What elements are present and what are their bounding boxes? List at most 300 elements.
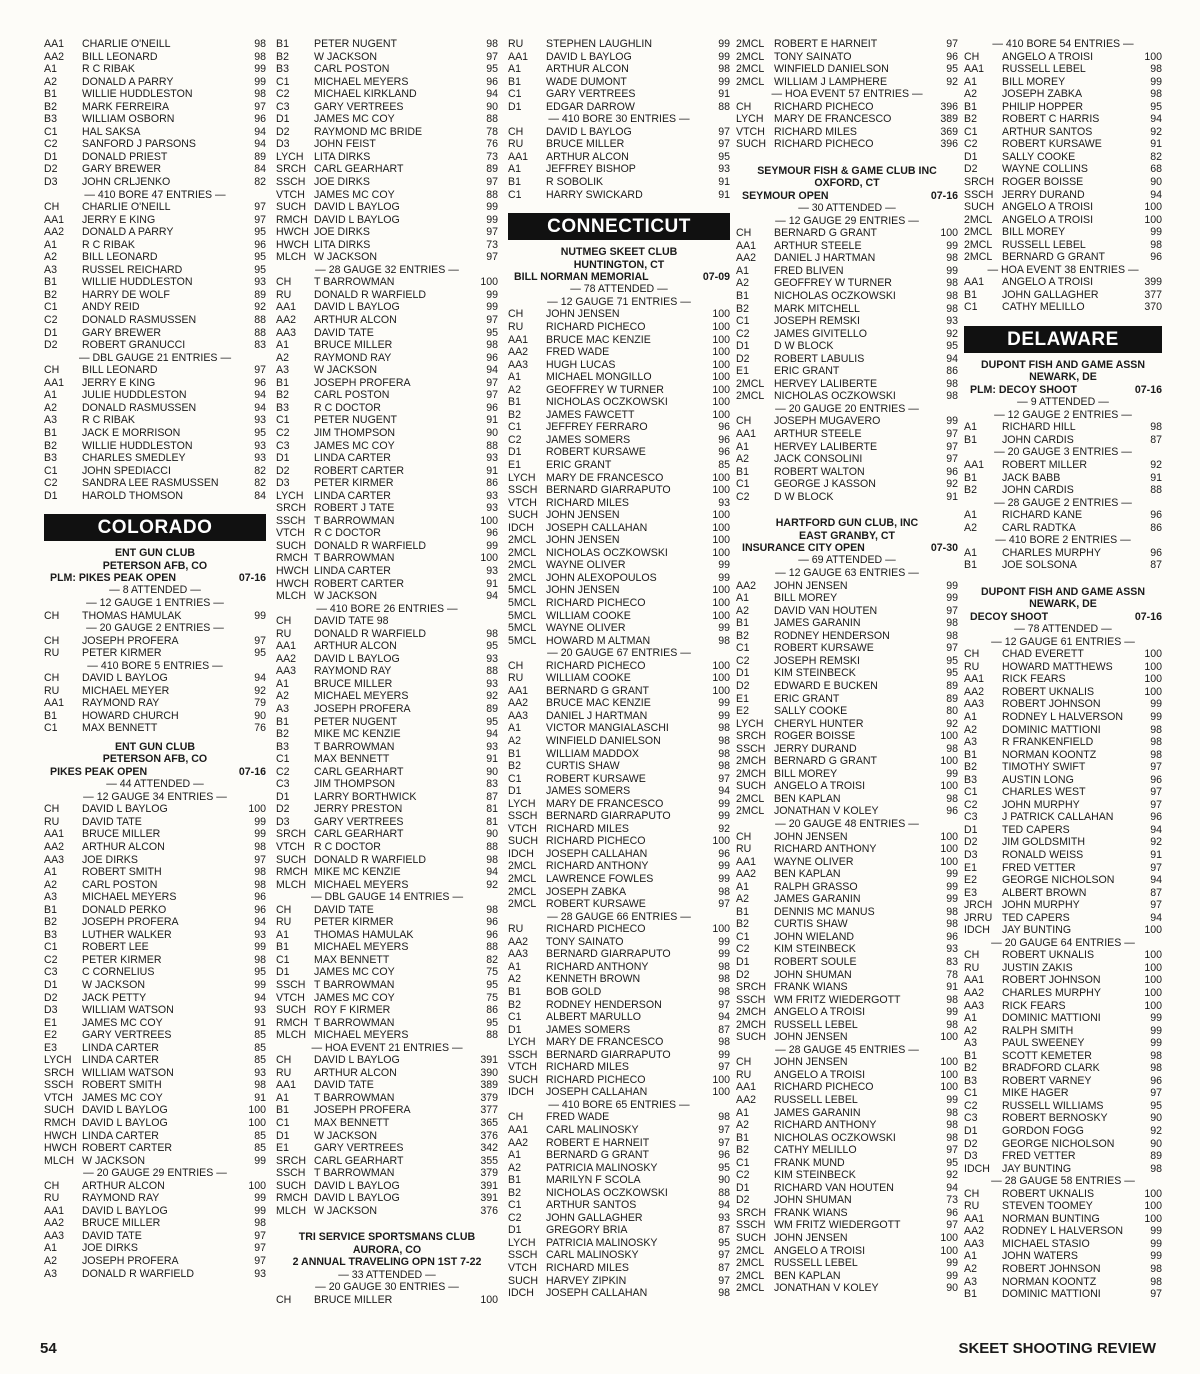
shooter-name: CARL RADTKA <box>1002 521 1076 534</box>
shooter-class: AA1 <box>964 1212 985 1225</box>
shooter-score: 370 <box>1144 301 1162 314</box>
shooter-class: A3 <box>964 1275 977 1288</box>
shoot-name: PLM: PIKES PEAK OPEN <box>50 572 176 585</box>
shooter-name: BEN KAPLAN <box>774 792 841 805</box>
separator-text: 12 GAUGE 1 ENTRIES <box>99 597 211 609</box>
shooter-score: 83 <box>946 955 958 968</box>
result-row <box>508 1124 730 1137</box>
shooter-class: AA3 <box>964 999 985 1012</box>
shooter-name: R SOBOLIK <box>546 176 604 189</box>
shooter-score: 97 <box>946 604 958 617</box>
shooter-name: JOHN JENSEN <box>774 1031 848 1044</box>
result-row <box>736 868 958 881</box>
result-row <box>508 176 730 189</box>
shooter-score: 100 <box>1144 201 1162 214</box>
result-row <box>44 879 266 892</box>
shooter-class: RMCH <box>276 866 308 879</box>
separator-text: 28 GAUGE 58 ENTRIES <box>1004 1175 1122 1188</box>
result-row <box>508 873 730 886</box>
result-row <box>508 497 730 510</box>
shooter-class: SRCH <box>736 1206 767 1219</box>
shooter-class: VTCH <box>508 822 537 835</box>
shooter-score: 93 <box>718 163 730 176</box>
shooter-score: 99 <box>486 288 498 301</box>
shooter-score: 100 <box>940 855 958 868</box>
shooter-score: 100 <box>940 755 958 768</box>
result-row <box>276 301 498 314</box>
separator-text: 410 BORE 54 ENTRIES <box>1005 38 1121 50</box>
shooter-score: 93 <box>254 928 266 941</box>
shooter-score: 89 <box>486 163 498 176</box>
shooter-name: CHERYL HUNTER <box>774 717 864 730</box>
shooter-score: 97 <box>718 138 730 151</box>
event-separator <box>736 88 958 101</box>
shooter-name: MICHAEL MEYERS <box>314 75 409 88</box>
shooter-class: B2 <box>44 439 57 452</box>
separator-dash: — <box>445 263 459 276</box>
shooter-name: WAYNE OLIVER <box>546 622 626 635</box>
shooter-score: 91 <box>1150 848 1162 861</box>
shooter-class: AA3 <box>44 1229 65 1242</box>
separator-text: 410 BORE 47 ENTRIES <box>97 188 213 201</box>
shooter-name: CHAD EVERETT <box>1002 648 1084 661</box>
shooter-name: SANDRA LEE RASMUSSEN <box>82 477 219 490</box>
shooter-score: 97 <box>718 1061 730 1074</box>
shooter-score: 88 <box>486 841 498 853</box>
shooter-class: IDCH <box>508 1287 534 1300</box>
shooter-class: 2MCL <box>964 226 993 239</box>
shooter-class: CH <box>44 634 60 647</box>
shooter-class: A1 <box>44 389 57 402</box>
shoot-title <box>44 572 266 584</box>
shooter-name: JOHN ALEXOPOULOS <box>546 571 657 584</box>
shooter-class: D1 <box>44 489 58 502</box>
shooter-score: 99 <box>718 38 730 50</box>
shooter-score: 97 <box>718 1123 730 1136</box>
shooter-name: WILLIAM OSBORN <box>82 113 175 126</box>
shooter-class: AA2 <box>736 579 757 592</box>
result-row <box>276 126 498 139</box>
shooter-score: 98 <box>946 277 958 290</box>
shooter-name: JOSEPH REMSKI <box>774 315 860 328</box>
shooter-score: 99 <box>486 213 498 226</box>
shooter-class: CH <box>736 227 752 240</box>
shooter-class: E3 <box>44 1041 57 1054</box>
result-row <box>44 51 266 64</box>
shooter-name: WILLIE HUDDLESTON <box>82 439 193 452</box>
shooter-score: 98 <box>946 302 958 315</box>
result-row <box>736 1157 958 1170</box>
shooter-score: 96 <box>254 376 266 389</box>
shooter-class: D1 <box>508 1023 522 1036</box>
shooter-score: 100 <box>712 320 730 333</box>
shooter-score: 96 <box>718 1149 730 1162</box>
shooter-score: 100 <box>712 546 730 559</box>
shooter-name: LITA DIRKS <box>314 238 371 251</box>
result-row <box>964 899 1162 912</box>
shooter-class: A2 <box>736 1119 749 1132</box>
shooter-name: CARL MALINOSKY <box>546 1123 639 1136</box>
shooter-class: LYCH <box>508 1236 536 1249</box>
shooter-class: C2 <box>276 88 290 101</box>
shooter-class: 2MCL <box>736 792 765 805</box>
shooter-class: C3 <box>44 966 58 979</box>
shooter-name: RICHARD MILES <box>774 125 857 138</box>
shooter-class: D3 <box>276 815 290 828</box>
shooter-name: ROBERT KURSAWE <box>1002 138 1102 151</box>
shooter-name: RALPH SMITH <box>1002 1024 1074 1037</box>
shooter-score: 96 <box>1150 509 1162 522</box>
shooter-class: 2MCL <box>508 559 537 572</box>
separator-text: 30 ATTENDED <box>811 202 883 215</box>
shooter-score: 98 <box>1150 736 1162 749</box>
shooter-class: C1 <box>276 414 290 427</box>
shooter-score: 99 <box>718 75 730 88</box>
shooter-name: DAVID L BAYLOG <box>546 50 632 63</box>
separator-text: 410 BORE 5 ENTRIES <box>100 659 210 672</box>
result-row <box>508 1074 730 1087</box>
result-row <box>276 854 498 867</box>
shooter-class: A1 <box>508 163 521 176</box>
shooter-score: 99 <box>718 709 730 722</box>
separator-dash: — <box>677 910 691 923</box>
result-row <box>276 364 498 377</box>
result-row <box>964 811 1162 824</box>
shooter-class: C1 <box>736 315 750 328</box>
shooter-name: PATRICIA MALINOSKY <box>546 1161 658 1174</box>
shooter-class: 2MCL <box>736 38 765 50</box>
result-row <box>44 251 266 264</box>
shooter-class: B1 <box>964 288 977 301</box>
shooter-name: JACK PETTY <box>82 991 147 1004</box>
shooter-score: 96 <box>946 930 958 943</box>
shooter-class: B3 <box>44 113 57 126</box>
shooter-score: 89 <box>946 679 958 692</box>
shooter-class: SSCH <box>736 742 766 755</box>
result-row <box>44 803 266 816</box>
separator-dash: — <box>1118 408 1132 421</box>
event-separator <box>276 1042 498 1055</box>
shooter-name: RICHARD MILES <box>546 1261 629 1274</box>
shooter-name: SCOTT KEMETER <box>1002 1049 1092 1062</box>
shooter-class: A2 <box>508 735 521 748</box>
shooter-class: B1 <box>44 903 57 916</box>
shooter-class: 2MCL <box>736 63 765 76</box>
shooter-class: SUCH <box>276 853 307 866</box>
shooter-class: A1 <box>508 371 521 384</box>
result-row <box>736 1144 958 1157</box>
shooter-score: 86 <box>1150 521 1162 534</box>
shooter-score: 84 <box>254 163 266 176</box>
shooter-name: WILLIAM COOKE <box>546 609 631 622</box>
result-row <box>964 289 1162 302</box>
shooter-name: HAL SAKSA <box>82 125 141 138</box>
shooter-name: JAMES SOMERS <box>546 1023 631 1036</box>
shooter-score: 99 <box>946 1269 958 1282</box>
result-row <box>508 484 730 497</box>
shooter-name: MARY DE FRANCESCO <box>774 113 892 126</box>
result-row <box>508 936 730 949</box>
shooter-name: JAMES MC COY <box>314 188 395 201</box>
shooter-class: SUCH <box>276 201 307 214</box>
shooter-score: 100 <box>480 552 498 565</box>
shoot-date: 07-16 <box>930 189 958 202</box>
result-row <box>964 151 1162 164</box>
shooter-score: 94 <box>1150 823 1162 836</box>
shooter-score: 100 <box>1144 924 1162 937</box>
result-row <box>508 88 730 101</box>
shooter-name: W JACKSON <box>314 590 377 603</box>
shooter-score: 100 <box>712 371 730 384</box>
shooter-score: 87 <box>718 1261 730 1274</box>
shooter-name: JACK CONSOLINI <box>774 453 863 466</box>
result-row <box>276 552 498 565</box>
shooter-class: D2 <box>736 1194 750 1207</box>
result-row <box>736 793 958 806</box>
shooter-class: SUCH <box>736 780 767 793</box>
shooter-name: W JACKSON <box>314 1204 377 1217</box>
shooter-name: FRED WADE <box>546 1111 610 1124</box>
result-row <box>44 163 266 176</box>
shooter-score: 99 <box>946 1006 958 1019</box>
separator-dash: — <box>210 622 224 635</box>
shooter-score: 81 <box>486 803 498 816</box>
shooter-class: A1 <box>964 710 977 723</box>
result-row <box>508 547 730 560</box>
result-row <box>44 327 266 340</box>
shooter-name: W JACKSON <box>82 978 145 991</box>
shooter-score: 96 <box>254 238 266 251</box>
result-row <box>736 441 958 454</box>
shooter-score: 88 <box>1150 484 1162 497</box>
club-location: PETERSON AFB, CO <box>102 753 208 766</box>
separator-dash: — <box>83 1167 97 1180</box>
shooter-score: 82 <box>254 464 266 477</box>
result-row <box>276 1079 498 1092</box>
shooter-score: 92 <box>946 1169 958 1182</box>
shooter-name: JOHN MURPHY <box>1002 899 1080 912</box>
shooter-class: A1 <box>508 722 521 735</box>
shooter-score: 93 <box>946 943 958 956</box>
shooter-name: BOB GOLD <box>546 985 602 998</box>
separator-dash: — <box>1017 396 1031 409</box>
result-row <box>964 648 1162 661</box>
separator-dash: — <box>798 202 812 215</box>
shooter-score: 93 <box>946 315 958 328</box>
shooter-score: 91 <box>1150 138 1162 151</box>
shooter-class: D2 <box>736 352 750 365</box>
shooter-score: 90 <box>486 426 498 439</box>
shooter-name: GEOFFREY W TURNER <box>774 277 892 290</box>
shooter-class: E2 <box>44 1029 57 1042</box>
shooter-score: 96 <box>486 401 498 414</box>
result-row <box>44 891 266 904</box>
shooter-score: 97 <box>254 1255 266 1268</box>
event-separator <box>276 891 498 904</box>
shooter-name: RUSSELL LEBEL <box>1002 238 1086 251</box>
shooter-name: CARL GEARHART <box>314 1154 404 1167</box>
result-row <box>736 1232 958 1245</box>
shooter-score: 99 <box>1150 1024 1162 1037</box>
shooter-score: 100 <box>940 1232 958 1245</box>
shooter-name: THOMAS HAMULAK <box>314 928 414 941</box>
shooter-class: SUCH <box>736 1031 767 1044</box>
shooter-score: 391 <box>480 1192 498 1205</box>
shooter-class: HWCH <box>276 564 309 577</box>
shooter-name: JEFFREY BISHOP <box>546 163 636 176</box>
shooter-class: AA3 <box>964 698 985 711</box>
shooter-name: R C RIBAK <box>82 414 135 427</box>
shooter-name: CARL POSTON <box>314 63 390 76</box>
shooter-score: 98 <box>946 905 958 918</box>
result-row <box>964 1112 1162 1125</box>
result-row <box>964 113 1162 126</box>
shooter-name: PETER KIRMER <box>82 647 162 660</box>
shooter-name: ROBERT CARTER <box>82 1142 173 1155</box>
result-row <box>736 126 958 139</box>
shooter-class: C1 <box>44 722 58 735</box>
result-row <box>736 1245 958 1258</box>
separator-text: 410 BORE 2 ENTRIES <box>1008 534 1118 547</box>
shooter-name: SALLY COOKE <box>774 705 848 718</box>
shooter-class: VTCH <box>276 841 305 853</box>
shooter-name: JERRY E KING <box>82 376 156 389</box>
shooter-class: AA1 <box>508 150 529 163</box>
shoot-title <box>736 190 958 202</box>
shooter-name: TED CAPERS <box>1002 911 1070 924</box>
result-row <box>44 1067 266 1080</box>
shooter-class: 2MCL <box>736 1244 765 1257</box>
shooter-name: ERIC GRANT <box>546 458 612 471</box>
separator-dash: — <box>78 351 93 364</box>
shooter-class: 2MCL <box>508 534 537 547</box>
shooter-name: DAVID L BAYLOG <box>314 201 400 214</box>
shooter-name: MICHAEL MEYERS <box>314 1029 409 1042</box>
shooter-name: ROBERT GRANUCCI <box>82 339 186 352</box>
shooter-score: 377 <box>480 1104 498 1117</box>
shoot-date: 07-16 <box>238 765 266 778</box>
separator-text: 28 GAUGE 45 ENTRIES <box>788 1043 906 1056</box>
column-1 <box>44 38 266 1280</box>
shooter-score: 96 <box>1150 251 1162 264</box>
shooter-name: MARK FERREIRA <box>82 100 170 113</box>
result-row <box>964 239 1162 252</box>
shooter-score: 100 <box>712 396 730 409</box>
shooter-class: A2 <box>736 604 749 617</box>
shooter-name: JOHN MURPHY <box>1002 798 1080 811</box>
shooter-name: ROBERT SMITH <box>82 866 162 879</box>
shooter-score: 98 <box>254 953 266 966</box>
result-row <box>736 63 958 76</box>
shooter-score: 92 <box>946 478 958 491</box>
shooter-score: 98 <box>946 1119 958 1132</box>
separator-text: 78 ATTENDED <box>1027 623 1099 636</box>
result-row <box>508 151 730 164</box>
shooter-name: BERNARD G GRANT <box>774 755 878 768</box>
result-row <box>736 906 958 919</box>
shooter-class: D2 <box>44 339 58 352</box>
result-row <box>964 1163 1162 1176</box>
shooter-score: 99 <box>254 978 266 991</box>
shooter-class: D2 <box>44 991 58 1004</box>
shooter-name: CHARLES WEST <box>1002 786 1086 799</box>
shooter-class: C1 <box>276 1117 290 1130</box>
shooter-class: D1 <box>44 978 58 991</box>
shooter-name: MIKE HAGER <box>1002 1087 1069 1100</box>
result-row <box>276 201 498 214</box>
separator-dash: — <box>771 88 785 101</box>
result-row <box>44 710 266 723</box>
shooter-score: 91 <box>718 176 730 189</box>
shooter-score: 98 <box>254 1079 266 1092</box>
shooter-class: B2 <box>736 629 749 642</box>
shooter-name: DOMINIC MATTIONI <box>1002 1012 1101 1025</box>
shooter-score: 78 <box>486 125 498 138</box>
result-row <box>964 974 1162 987</box>
shooter-class: SUCH <box>736 1232 767 1245</box>
shooter-score: 98 <box>486 903 498 916</box>
event-separator <box>736 215 958 228</box>
result-row <box>508 597 730 610</box>
result-row <box>44 339 266 352</box>
shooter-name: RUSSEL REICHARD <box>82 263 183 276</box>
shooter-score: 89 <box>254 150 266 163</box>
shooter-name: TONY SAINATO <box>774 50 852 63</box>
shooter-class: D3 <box>44 176 58 189</box>
separator-text: 20 GAUGE 29 ENTRIES <box>96 1167 214 1180</box>
shooter-class: AA2 <box>736 868 757 881</box>
shooter-name: JOHN CARDIS <box>1002 433 1074 446</box>
result-row <box>276 741 498 754</box>
result-row <box>508 509 730 522</box>
shooter-name: JOHN JENSEN <box>546 308 620 321</box>
result-row <box>736 1194 958 1207</box>
shooter-class: B1 <box>964 748 977 761</box>
shooter-class: RU <box>276 1066 292 1079</box>
shooter-name: MARY DE FRANCESCO <box>546 797 664 810</box>
result-row <box>276 1205 498 1218</box>
shooter-class: AA1 <box>508 333 529 346</box>
shooter-class: B1 <box>508 396 521 409</box>
shooter-score: 389 <box>480 1079 498 1092</box>
shooter-class: RU <box>276 627 292 640</box>
shooter-name: ERIC GRANT <box>774 692 840 705</box>
shooter-name: KENNETH BROWN <box>546 973 641 986</box>
shooter-class: HWCH <box>276 238 309 251</box>
shooter-name: DAVID L BAYLOG <box>82 672 168 685</box>
shooter-name: BERNARD GIARRAPUTO <box>546 1048 671 1061</box>
shooter-name: BILL MOREY <box>774 592 838 605</box>
result-row <box>736 227 958 240</box>
shooter-score: 85 <box>254 1129 266 1142</box>
shooter-score: 99 <box>718 559 730 572</box>
shooter-name: T BARROWMAN <box>314 276 395 289</box>
shooter-class: SSCH <box>276 1167 306 1180</box>
shooter-name: JOHN SHUMAN <box>774 1194 852 1207</box>
shooter-name: DAVID L BAYLOG <box>546 125 632 138</box>
shooter-score: 97 <box>718 1274 730 1287</box>
shooter-name: JOSEPH CALLAHAN <box>546 1287 648 1300</box>
shooter-score: 99 <box>254 609 266 622</box>
shooter-score: 98 <box>254 840 266 853</box>
shooter-class: 2MCL <box>508 546 537 559</box>
shooter-name: JAMES SOMERS <box>546 785 631 798</box>
shooter-class: D1 <box>964 150 978 163</box>
shooter-name: TED CAPERS <box>1002 823 1070 836</box>
shooter-score: 99 <box>718 697 730 710</box>
shooter-name: RICK FEARS <box>1002 999 1066 1012</box>
shooter-name: JOSEPH CALLAHAN <box>546 847 648 860</box>
